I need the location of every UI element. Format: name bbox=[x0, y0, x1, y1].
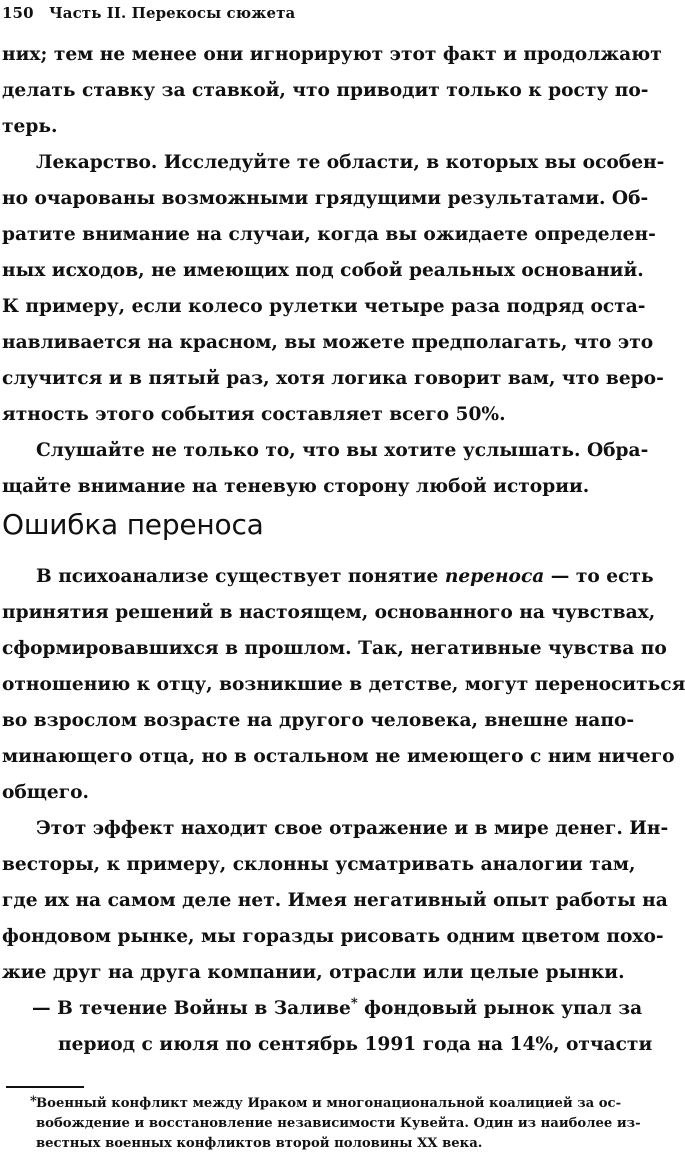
body-line: делать ставку за ставкой, что приводит только к росту по- bbox=[2, 80, 649, 101]
body-line: Этот эффект находит свое отражение и в мире денег. Ин- bbox=[36, 818, 669, 839]
body-line bbox=[36, 566, 654, 588]
body-line: но очарованы возможными грядущими результатами. Об- bbox=[2, 188, 649, 209]
footnote-divider bbox=[6, 1086, 84, 1088]
footnote-line: вобождение и восстановление независимости Кувейта. Один из наиболее из- bbox=[36, 1116, 641, 1131]
body-line: период с июля по сентябрь 1991 года на 14%, отчасти bbox=[58, 1034, 653, 1055]
body-text: Исследуйте те области, в которых вы особен- bbox=[157, 152, 665, 173]
body-line: отношению к отцу, возникшие в детстве, могут переноситься bbox=[2, 674, 685, 695]
emphasized-term: переноса bbox=[444, 566, 545, 587]
body-line: минающего отца, но в остальном не имеющего с ним ничего bbox=[2, 746, 675, 767]
body-line: общего. bbox=[2, 782, 90, 803]
body-line bbox=[36, 152, 665, 174]
body-text: — то есть bbox=[544, 566, 654, 587]
body-line: них; тем не менее они игнорируют этот факт и продолжают bbox=[2, 44, 662, 65]
body-line bbox=[32, 995, 643, 1020]
footnote-marker: * bbox=[30, 1094, 37, 1109]
page-number: 150 bbox=[2, 4, 34, 22]
body-line: жие друг на друга компании, отрасли или целые рынки. bbox=[2, 962, 625, 983]
body-line: навливается на красном, вы можете предполагать, что это bbox=[2, 332, 654, 353]
body-line: ных исходов, не имеющих под собой реальных оснований. bbox=[2, 260, 644, 281]
body-line: случится и в пятый раз, хотя логика говорит вам, что веро- bbox=[2, 368, 664, 389]
body-line: ятность этого события составляет всего 50%. bbox=[2, 404, 506, 425]
body-line: принятия решений в настоящем, основанного на чувствах, bbox=[2, 602, 656, 623]
body-line: где их на самом деле нет. Имея негативный опыт работы на bbox=[2, 890, 668, 911]
body-text: В психоанализе существует понятие bbox=[36, 566, 445, 587]
footnote-line: Военный конфликт между Ираком и многонациональной коалицией за ос- bbox=[36, 1096, 622, 1111]
body-text: — В течение Войны в Заливе bbox=[32, 998, 351, 1019]
body-line: щайте внимание на теневую сторону любой истории. bbox=[2, 476, 590, 497]
body-line: терь. bbox=[2, 116, 58, 137]
body-line: во взрослом возрасте на другого человека, внешне напо- bbox=[2, 710, 635, 731]
body-text: фондовый рынок упал за bbox=[357, 998, 643, 1019]
body-line: фондовом рынке, мы горазды рисовать одним цветом похо- bbox=[2, 926, 664, 947]
body-line: ратите внимание на случаи, когда вы ожидаете определен- bbox=[2, 224, 656, 245]
footnote-reference: * bbox=[350, 995, 358, 1011]
footnote-line: вестных военных конфликтов второй половины XX века. bbox=[36, 1136, 483, 1151]
section-heading: Ошибка переноса bbox=[2, 508, 264, 541]
remedy-label: Лекарство. bbox=[36, 152, 158, 173]
body-line: весторы, к примеру, склонны усматривать аналогии там, bbox=[2, 854, 636, 875]
body-line: сформировавшихся в прошлом. Так, негативные чувства по bbox=[2, 638, 667, 659]
body-line: Слушайте не только то, что вы хотите услышать. Обра- bbox=[36, 440, 649, 461]
running-title: Часть II. Перекосы сюжета bbox=[48, 4, 296, 22]
running-header bbox=[2, 4, 295, 22]
body-line: К примеру, если колесо рулетки четыре раза подряд оста- bbox=[2, 296, 646, 317]
